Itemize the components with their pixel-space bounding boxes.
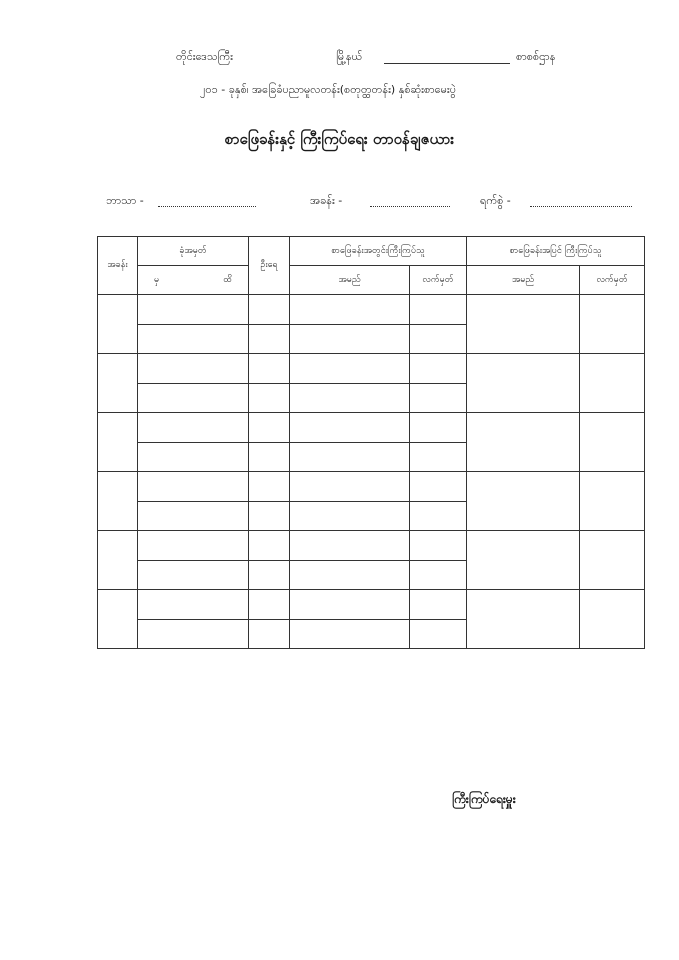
col-roll-from: မှ (154, 274, 160, 285)
col-roll-to: ထိ (223, 274, 232, 285)
inside-name-cell[interactable] (290, 590, 410, 620)
roll-range-cell[interactable] (138, 413, 249, 443)
count-cell[interactable] (249, 472, 290, 502)
roll-range-cell[interactable] (138, 443, 249, 472)
roll-range-cell[interactable] (138, 354, 249, 384)
outside-sign-cell[interactable] (580, 472, 645, 531)
col-roll-subheader (138, 266, 249, 295)
inside-name-cell[interactable] (290, 295, 410, 325)
roll-range-cell[interactable] (138, 531, 249, 561)
outside-sign-cell[interactable] (580, 413, 645, 472)
count-cell[interactable] (249, 354, 290, 384)
room-cell[interactable] (98, 295, 138, 354)
date-blank-line[interactable] (530, 206, 632, 207)
col-inside-sign-header: လက်မှတ် (410, 266, 467, 295)
room-cell[interactable] (98, 590, 138, 649)
inside-name-cell[interactable] (290, 354, 410, 384)
table-row (98, 531, 645, 561)
township-blank-line[interactable] (384, 63, 510, 64)
inside-name-cell[interactable] (290, 531, 410, 561)
room-cell[interactable] (98, 354, 138, 413)
table-row (98, 295, 645, 325)
header-row-2 (98, 266, 645, 295)
duty-table (97, 236, 645, 649)
roll-range-cell[interactable] (138, 325, 249, 354)
roll-range-cell[interactable] (138, 561, 249, 590)
outside-sign-cell[interactable] (580, 590, 645, 649)
inside-sign-cell[interactable] (410, 295, 467, 325)
outside-sign-cell[interactable] (580, 354, 645, 413)
roll-range-cell[interactable] (138, 502, 249, 531)
col-inside-header: စာဖြေခန်းအတွင်းကြီးကြပ်သူ (290, 237, 467, 266)
outside-name-cell[interactable] (467, 590, 580, 649)
subject-label: ဘာသာ - (106, 194, 144, 207)
supervisor-signature-label: ကြီးကြပ်ရေးမှူး (452, 792, 516, 806)
col-count-header: ဦးရေ (249, 237, 290, 295)
col-room-header: အခန်း (98, 237, 138, 295)
count-cell[interactable] (249, 561, 290, 590)
inside-name-cell[interactable] (290, 413, 410, 443)
outside-name-cell[interactable] (467, 295, 580, 354)
exam-line: ၂၀၁ - ခုနှစ်၊ အခြေခံပညာမူလတန်း(စတုတ္ထတန်း) နှစ်ဆုံးစာမေးပွဲ (200, 83, 456, 96)
inside-sign-cell[interactable] (410, 531, 467, 561)
table-row (98, 472, 645, 502)
inside-sign-cell[interactable] (410, 413, 467, 443)
count-cell[interactable] (249, 384, 290, 413)
count-cell[interactable] (249, 502, 290, 531)
col-outside-sign-header: လက်မှတ် (580, 266, 645, 295)
count-cell[interactable] (249, 295, 290, 325)
inside-sign-cell[interactable] (410, 384, 467, 413)
room-label: အခန်း - (310, 194, 343, 207)
col-outside-header: စာဖြေခန်းအပြင် ကြီးကြပ်သူ (467, 237, 645, 266)
count-cell[interactable] (249, 531, 290, 561)
inside-sign-cell[interactable] (410, 590, 467, 620)
form-title: စာဖြေခန်းနှင့် ကြီးကြပ်ရေး တာဝန်ချဇယား (224, 130, 455, 148)
inside-sign-cell[interactable] (410, 354, 467, 384)
inside-sign-cell[interactable] (410, 443, 467, 472)
inside-sign-cell[interactable] (410, 620, 467, 649)
roll-range-cell[interactable] (138, 620, 249, 649)
inside-name-cell[interactable] (290, 472, 410, 502)
outside-sign-cell[interactable] (580, 531, 645, 590)
table-row (98, 354, 645, 384)
col-roll-header: ခုံအမှတ် (138, 237, 249, 266)
col-inside-name-header: အမည် (290, 266, 410, 295)
outside-name-cell[interactable] (467, 413, 580, 472)
table-row (98, 590, 645, 620)
roll-range-cell[interactable] (138, 590, 249, 620)
outside-name-cell[interactable] (467, 472, 580, 531)
header-row-1 (98, 237, 645, 266)
count-cell[interactable] (249, 620, 290, 649)
inside-name-cell[interactable] (290, 561, 410, 590)
inside-sign-cell[interactable] (410, 502, 467, 531)
count-cell[interactable] (249, 590, 290, 620)
township-label: မြို့နယ် (336, 50, 363, 63)
col-outside-name-header: အမည် (467, 266, 580, 295)
outside-name-cell[interactable] (467, 531, 580, 590)
subject-blank-line[interactable] (158, 206, 256, 207)
inside-name-cell[interactable] (290, 502, 410, 531)
inside-name-cell[interactable] (290, 384, 410, 413)
count-cell[interactable] (249, 443, 290, 472)
roll-range-cell[interactable] (138, 472, 249, 502)
room-cell[interactable] (98, 531, 138, 590)
count-cell[interactable] (249, 325, 290, 354)
date-label: ရက်စွဲ - (480, 194, 511, 207)
inside-sign-cell[interactable] (410, 325, 467, 354)
center-label: စာစစ်ဌာန (516, 50, 556, 63)
inside-name-cell[interactable] (290, 325, 410, 354)
inside-sign-cell[interactable] (410, 472, 467, 502)
outside-name-cell[interactable] (467, 354, 580, 413)
outside-sign-cell[interactable] (580, 295, 645, 354)
inside-name-cell[interactable] (290, 443, 410, 472)
table-row (98, 413, 645, 443)
room-blank-line[interactable] (370, 206, 450, 207)
room-cell[interactable] (98, 413, 138, 472)
room-cell[interactable] (98, 472, 138, 531)
roll-range-cell[interactable] (138, 384, 249, 413)
inside-name-cell[interactable] (290, 620, 410, 649)
roll-range-cell[interactable] (138, 295, 249, 325)
inside-sign-cell[interactable] (410, 561, 467, 590)
region-label: တိုင်းဒေသကြီး (176, 50, 233, 63)
count-cell[interactable] (249, 413, 290, 443)
